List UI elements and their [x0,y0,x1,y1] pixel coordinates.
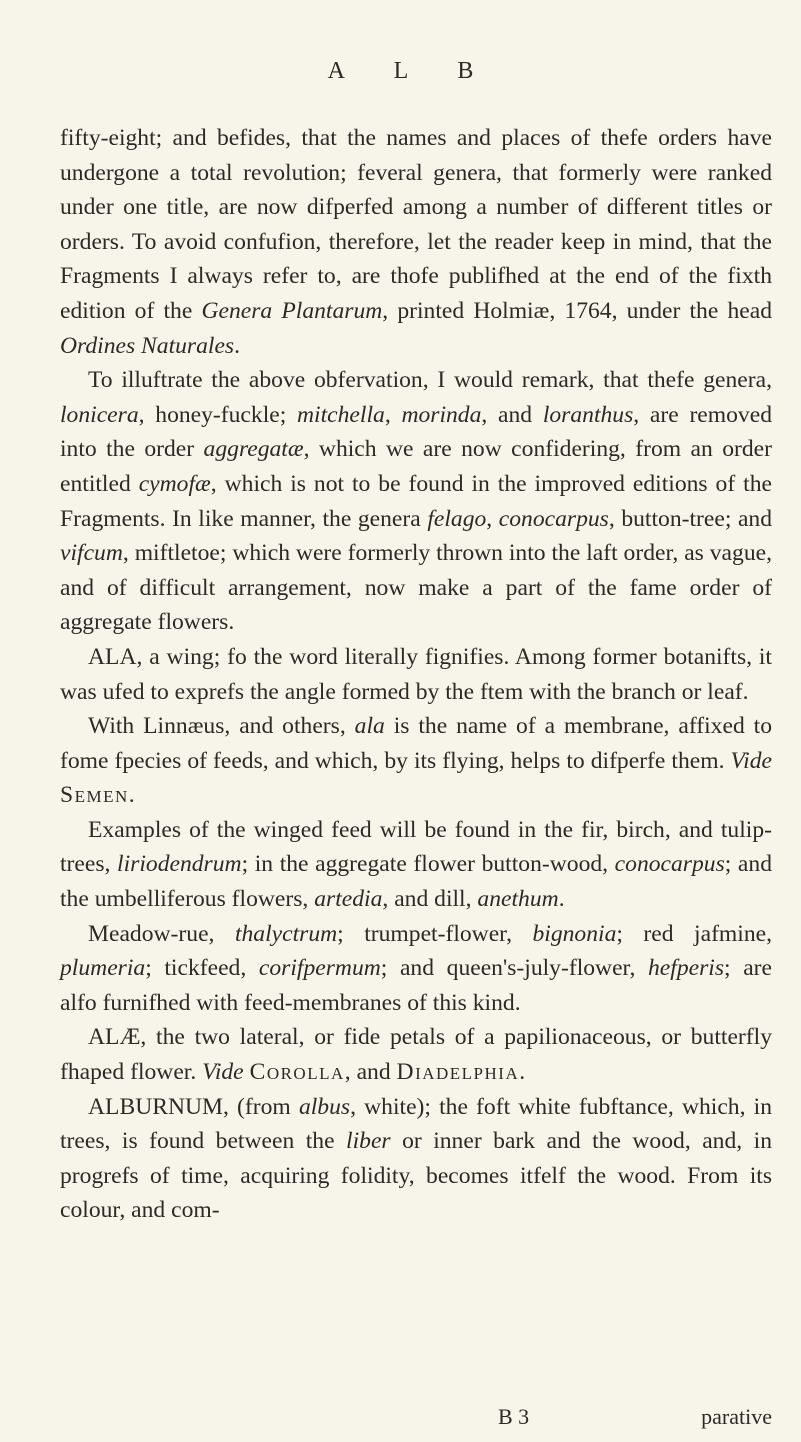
text-run: ; and the umbelliferous flowers, [60,851,772,913]
text-run: To illuftrate the above obfervation, I would remark, that thefe genera, [88,367,772,394]
italic-term: Vide [202,1059,244,1086]
text-run: , and [344,1059,397,1086]
text-run: Meadow-rue, [88,920,235,947]
text-run: ALÆ, the two lateral, or fide petals of a papilionaceous, or butterfly fhaped flower. [60,1024,772,1086]
page-footer [60,1404,772,1438]
cross-reference: Corolla [249,1059,345,1086]
italic-term: cymofæ [138,470,211,497]
text-run: , which is not to be found in the improved editions of the Fragments. In like manner, the genera [60,470,772,532]
italic-term: vifcum [60,540,123,567]
text-run: ; red jafmine, [616,920,773,947]
italic-term: conocarpus [614,851,725,878]
running-head: A L B [327,58,496,84]
italic-term: thalyctrum [234,920,338,947]
italic-term: plumeria [60,955,146,982]
italic-term: hefperis [648,955,725,982]
text-run: , [486,505,499,532]
paragraph [60,1020,772,1089]
italic-term: aggregatæ [203,436,304,463]
text-run: ; tickfeed, [145,955,259,982]
text-run: , printed Holmiæ, 1764, under the head [382,297,772,324]
cross-reference: Semen [60,782,129,809]
text-run: ; and queen's-july-flower, [380,955,648,982]
text-run: With Linnæus, and others, [88,713,355,740]
text-run: . [519,1059,526,1086]
italic-term: felago [427,505,487,532]
paragraph [60,917,772,1021]
text-run: ; are alfo furnifhed with feed-membranes of this kind. [60,955,772,1016]
text-run: ALBURNUM, (from [88,1093,299,1120]
italic-term: conocarpus [498,505,609,532]
text-run: ; trumpet-flower, [337,920,533,947]
text-run: , [384,401,402,428]
text-run: , and [481,401,543,428]
text-run: ; in the aggregate flower button-wood, [241,851,615,878]
italic-term: liber [346,1128,391,1155]
paragraph [60,640,772,709]
italic-term: Vide [730,747,772,774]
italic-term: artedia [314,886,383,913]
cross-reference: Diadelphia [396,1059,520,1086]
italic-term: loranthus [542,401,634,428]
signature-mark: B 3 [498,1404,530,1429]
text-run: , which we are now confidering, from an order entitled [60,436,772,497]
text-run: , are removed into the order [60,401,772,463]
text-run: is the name of a membrane, affixed to fome fpecies of feeds, and which, by its flying, helps to difperfe them. [60,713,772,774]
text-run: . [234,332,241,359]
text-run: , and dill, [382,886,478,913]
italic-term: Genera Plantarum [201,297,383,324]
italic-term: Ordines Naturales [60,332,235,359]
italic-term: anethum [477,886,559,913]
paragraph [60,363,772,640]
text-run: fifty-eight; and befides, that the names and places of thefe orders have undergone a total revolution; feveral genera, that formerly were ranked under one title, are now difperfed among a number of different titles or orders. To avoid confufion, therefore, let the reader keep in mind, that the Fragments I always refer to, are thofe publifhed at the end of the fixth edition of the [60,125,772,324]
paragraph [60,1090,772,1228]
text-run: . [128,782,135,809]
text-run: , miftletoe; which were formerly thrown into the laft order, as vague, and of difficult arrangement, now make a part of the fame order of aggregate flowers. [60,540,772,636]
paragraph [60,709,772,813]
italic-term: mitchella [297,401,385,428]
text-run: , button-tree; and [608,505,773,532]
italic-term: lonicera [60,401,139,428]
text-run: , white); the foft white fubftance, which, in trees, is found between the [60,1093,773,1155]
text-run: . [558,886,565,913]
italic-term: albus [298,1093,351,1120]
text-run: ALA, a wing; fo the word literally fignifies. Among former botanifts, it was ufed to exprefs the angle formed by the ftem with the branch or leaf. [60,643,772,705]
text-run: Examples of the winged feed will be found in the fir, birch, and tulip-trees, [60,816,772,878]
italic-term: ala [354,713,385,740]
italic-term: bignonia [532,920,617,947]
catchword: parative [701,1404,772,1429]
paragraph [60,121,772,363]
italic-term: morinda [401,401,482,428]
paragraph [60,813,772,917]
body-text [60,121,772,1228]
italic-term: liriodendrum [117,851,242,878]
text-run: , honey-fuckle; [138,401,298,428]
text-run: or inner bark and the wood, and, in progrefs of time, acquiring folidity, becomes itfelf the wood. From its colour, and com- [60,1128,772,1224]
italic-term: corifpermum [258,955,381,982]
